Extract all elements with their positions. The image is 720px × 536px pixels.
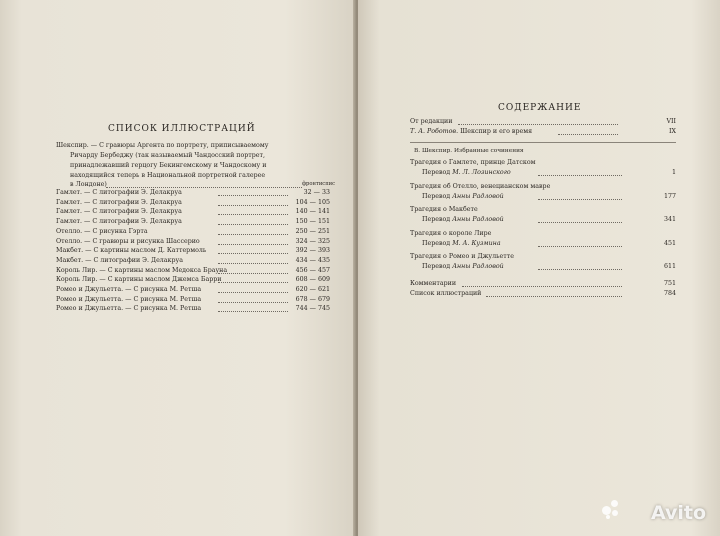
dot-leader — [218, 224, 288, 225]
work-title: Трагедия о Макбете — [410, 206, 478, 213]
avito-watermark: Avito — [650, 502, 706, 524]
illustration-page-range: 608 — 609 — [295, 276, 330, 284]
illustration-entry: Гамлет. — С литографии Э. Делакруа — [56, 218, 182, 226]
translator-prefix: Перевод — [422, 169, 451, 176]
work-page-number: 451 — [663, 239, 676, 247]
translator-name: Анны Радловой — [452, 263, 504, 270]
contents-entry-essay — [410, 128, 532, 135]
dot-leader — [218, 244, 288, 245]
illustration-page-range: 32 — 33 — [303, 189, 330, 196]
translator-name: М. А. Кузмина — [452, 239, 501, 247]
work-translator — [422, 263, 504, 270]
right-page — [358, 0, 720, 536]
essay-author: Т. А. Роботов. — [410, 128, 459, 135]
contents-page-number: 751 — [663, 280, 676, 287]
dot-leader — [538, 199, 622, 200]
work-page-number: 341 — [663, 216, 676, 223]
work-title: Трагедия о Ромео и Джульетте — [410, 253, 514, 260]
dot-leader — [218, 214, 288, 215]
translator-name: Анны Радловой — [452, 216, 504, 223]
dot-leader — [218, 273, 288, 274]
illustration-page-range: 104 — 105 — [295, 198, 330, 206]
contents-title: СОДЕРЖАНИЕ — [498, 103, 582, 113]
divider — [410, 142, 676, 143]
work-translator — [422, 240, 501, 247]
dot-leader — [218, 282, 288, 283]
frontispiece-line: принадлежавший герцогу Бекингемскому и Чандоскому и — [70, 162, 267, 169]
left-page — [0, 0, 356, 536]
illustrations-title: СПИСОК ИЛЛЮСТРАЦИЙ — [108, 124, 256, 134]
illustration-entry: Король Лир. — С картины маслом Джемса Барри — [56, 276, 222, 284]
illustration-page-range: 434 — 435 — [295, 256, 330, 264]
translator-prefix: Перевод — [422, 263, 451, 270]
illustration-page-range: 744 — 745 — [295, 305, 330, 313]
illustration-page-range: 620 — 621 — [295, 286, 330, 293]
illustration-page-range: 150 — 151 — [295, 218, 330, 226]
work-translator — [422, 216, 504, 223]
illustration-entry: Отелло. — С гравюры и рисунка Шассерио — [56, 237, 200, 245]
contents-entry-commentary: Комментарии — [410, 280, 457, 287]
illustration-page-range: 324 — 325 — [295, 237, 330, 245]
dot-leader — [538, 246, 622, 247]
dot-leader — [558, 134, 618, 135]
frontispiece-line: в Лондоне) — [70, 181, 107, 188]
dot-leader — [218, 205, 288, 206]
illustration-page-range: 140 — 141 — [295, 208, 330, 216]
work-title: Трагедия о Гамлете, принце Датском — [410, 159, 536, 166]
illustration-entry: Ромео и Джульетта. — С рисунка М. Ретша — [56, 305, 202, 313]
dot-leader — [106, 187, 302, 188]
contents-page-number: VII — [666, 118, 676, 125]
contents-page-number: 784 — [663, 290, 676, 297]
illustration-entry: Король Лир. — С картины маслом Медокса Брауна — [56, 266, 228, 274]
dot-leader — [538, 222, 622, 223]
illustration-page-range: 392 — 393 — [295, 247, 330, 255]
illustration-page-range: 250 — 251 — [295, 227, 330, 235]
illustration-page-range: 456 — 457 — [295, 266, 330, 274]
frontispiece-label: фронтиспис — [302, 181, 336, 187]
work-translator — [422, 169, 511, 176]
translator-prefix: Перевод — [422, 239, 451, 247]
work-title: Трагедия о короле Лире — [410, 229, 492, 237]
work-page-number: 177 — [663, 192, 676, 200]
work-title: Трагедия об Отелло, венецианском мавре — [410, 182, 551, 190]
illustration-entry: Гамлет. — С литографии Э. Делакруа — [56, 189, 182, 196]
illustration-entry: Отелло. — С рисунка Гэрта — [56, 227, 148, 235]
work-translator — [422, 193, 504, 200]
avito-logo-icon — [602, 500, 622, 520]
section-heading: В. Шекспир. Избранные сочинения — [414, 148, 524, 154]
illustration-entry: Ромео и Джульетта. — С рисунка М. Ретша — [56, 286, 202, 293]
contents-entry-editorial: От редакции — [410, 118, 453, 125]
translator-name: Анны Радловой — [452, 192, 504, 200]
dot-leader — [486, 296, 622, 297]
dot-leader — [218, 292, 288, 293]
dot-leader — [218, 234, 288, 235]
illustration-entry: Макбет. — С картины маслом Д. Каттермоль — [56, 247, 207, 255]
illustration-page-range: 678 — 679 — [295, 295, 330, 303]
illustration-entry: Гамлет. — С литографии Э. Делакруа — [56, 198, 182, 206]
dot-leader — [218, 253, 288, 254]
dot-leader — [538, 269, 622, 270]
illustration-entry: Ромео и Джульетта. — С рисунка М. Ретша — [56, 295, 202, 303]
frontispiece-line: находящийся теперь в Национальной портретной галерее — [70, 172, 266, 179]
dot-leader — [458, 124, 618, 125]
frontispiece-line: Ричарду Бербеджу (так называемый Чандосский портрет, — [70, 152, 266, 159]
translator-prefix: Перевод — [422, 216, 451, 223]
dot-leader — [462, 286, 622, 287]
illustration-entry: Макбет. — С литографии Э. Делакруа — [56, 256, 183, 264]
illustration-entry: Гамлет. — С литографии Э. Делакруа — [56, 208, 182, 216]
essay-title: Шекспир и его время — [460, 128, 533, 135]
work-page-number: 611 — [663, 263, 676, 270]
dot-leader — [218, 195, 288, 196]
translator-name: М. Л. Лозинского — [452, 169, 511, 176]
dot-leader — [218, 311, 288, 312]
translator-prefix: Перевод — [422, 192, 451, 200]
dot-leader — [538, 175, 622, 176]
contents-page-number: IX — [669, 128, 676, 135]
contents-entry-illustrations: Список иллюстраций — [410, 290, 482, 297]
work-page-number: 1 — [671, 169, 676, 176]
dot-leader — [218, 263, 288, 264]
frontispiece-line: Шекспир. — С гравюры Аргента по портрету, приписываемому — [56, 142, 269, 149]
dot-leader — [218, 302, 288, 303]
